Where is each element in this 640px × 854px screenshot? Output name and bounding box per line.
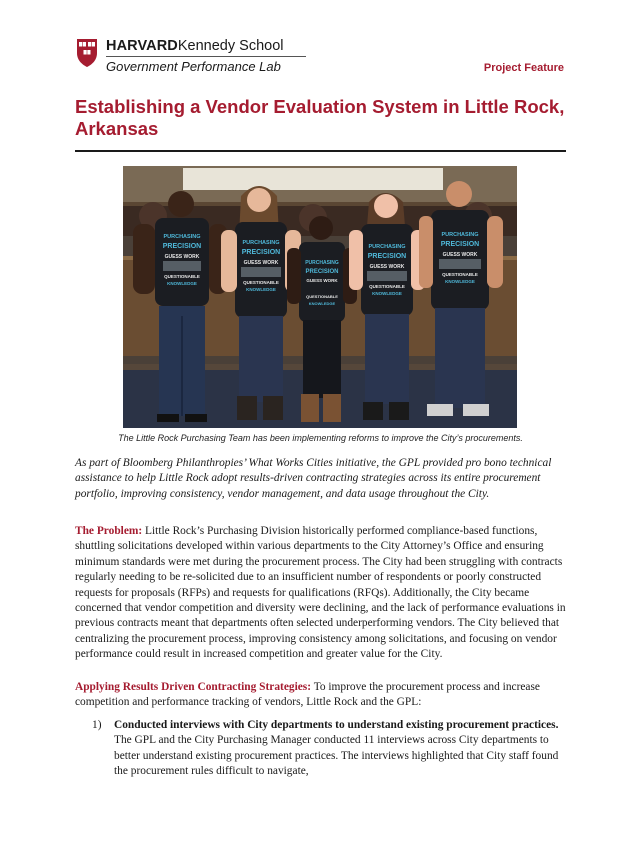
logo-divider	[106, 56, 306, 57]
team-photo-illustration	[123, 166, 517, 428]
shirt-text: PURCHASING	[242, 240, 280, 246]
shirt-text: PURCHASING	[163, 234, 201, 240]
list-body	[114, 718, 564, 780]
problem-text: Little Rock’s Purchasing Division historically performed compliance-based functions, shuttling solicitations developed within various departments to the City Attorney’s Office and ensuring minimum standards were met during the procurement process. The City had been struggling with contracts regularly needing to be re-solicited due to an insufficient number of respondents or poorly constructed requests for proposals (RFPs) and requests for qualifications (RFQs). Additionally, the City became concerned that vendor competition and diversity were declining, and the lack of performance evaluations in previous contracts meant that departments often selected underperforming vendors. The City believed that centralizing the procurement process, improving consistency among solicitations, and focusing on vendor performance could result in increased competition and greater value for the City.	[75, 525, 566, 661]
shirt-text: KNOWLEDGE	[246, 287, 276, 292]
shirt-text: KNOWLEDGE	[372, 291, 402, 296]
shirt-text: QUESTIONABLE	[442, 272, 478, 277]
page-title: Establishing a Vendor Evaluation System in Little Rock, Arkansas	[75, 96, 565, 139]
shirt-text: PRECISION	[440, 241, 480, 248]
problem-paragraph	[75, 524, 566, 663]
logo-school-name: HARVARDKennedy School	[106, 38, 284, 54]
shirt-text: PRECISION	[305, 269, 339, 275]
title-divider	[75, 150, 566, 152]
shirt-text: PRECISION	[241, 249, 281, 256]
intro-paragraph: As part of Bloomberg Philanthropies’ What Works Cities initiative, the GPL provided pro bono technical assistance to help Little Rock adopt results-driven contracting strategies across its entire procurement portfolio, improving consistency, vendor management, and data usage throughout the City.	[75, 457, 552, 500]
photo-caption: The Little Rock Purchasing Team has been implementing reforms to improve the City’s procurements.	[118, 433, 523, 443]
shirt-text: KNOWLEDGE	[308, 301, 336, 306]
shirt-text: PRECISION	[367, 253, 407, 260]
harvard-shield-icon	[76, 38, 98, 68]
strategies-heading: Applying Results Driven Contracting Strategies:	[75, 681, 312, 693]
shirt-text: QUESTIONABLE	[164, 274, 200, 279]
shirt-text: GUESS WORK	[369, 264, 405, 270]
team-photo	[123, 166, 517, 428]
shirt-text: GUESS WORK	[442, 252, 478, 258]
shirt-text: GUESS WORK	[306, 278, 338, 283]
hks-logo	[76, 38, 306, 74]
shirt-text: PURCHASING	[441, 232, 479, 238]
shirt-text: QUESTIONABLE	[369, 284, 405, 289]
strategies-paragraph	[75, 680, 566, 711]
list-number: 1)	[92, 719, 102, 731]
shirt-text: PRECISION	[162, 243, 202, 250]
project-feature-label: Project Feature	[483, 62, 564, 74]
problem-heading: The Problem:	[75, 525, 143, 537]
shirt-text: PURCHASING	[368, 244, 406, 250]
strategies-text: To improve the procurement process and increase competition and performance tracking of vendors, Little Rock and the GPL:	[75, 681, 540, 709]
list-item-text: The GPL and the City Purchasing Manager conducted 11 interviews across City departments to better understand existing procurement practices. The interviews highlighted that City staff found the procurement rules difficult to navigate,	[114, 734, 559, 778]
shirt-text: KNOWLEDGE	[167, 281, 197, 286]
shirt-text: QUESTIONABLE	[243, 280, 279, 285]
shirt-text: GUESS WORK	[243, 260, 279, 266]
shirt-text: KNOWLEDGE	[445, 279, 475, 284]
shirt-text: GUESS WORK	[164, 254, 200, 260]
shirt-text: QUESTIONABLE	[306, 294, 338, 299]
list-item-heading: Conducted interviews with City departments to understand existing procurement practices.	[114, 719, 559, 731]
logo-lab-name: Government Performance Lab	[106, 59, 281, 74]
shirt-text: PURCHASING	[305, 260, 339, 266]
